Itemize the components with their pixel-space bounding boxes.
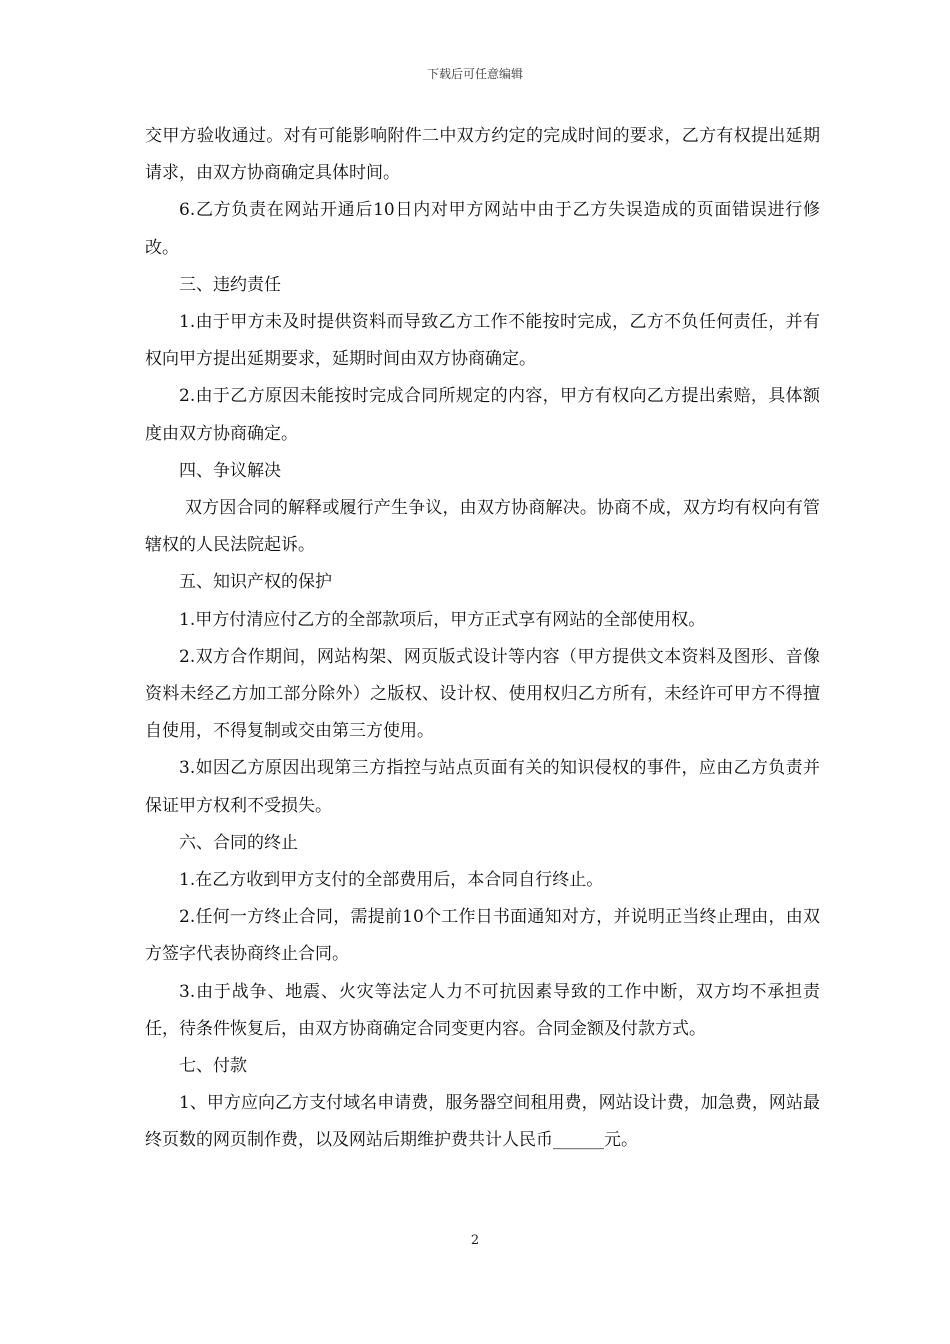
paragraph-ip-2: 2.双方合作期间，网站构架、网页版式设计等内容（甲方提供文本资料及图形、音像资料未经乙方加工部分除外）之版权、设计权、使用权归乙方所有，未经许可甲方不得擅自使用，不得复制或交由第三方使用。 — [145, 646, 820, 742]
paragraph-ip-1: 1.甲方付清应付乙方的全部款项后，甲方正式享有网站的全部使用权。 — [179, 609, 706, 630]
paragraph-payment-1: 1、甲方应向乙方支付域名申请费，服务器空间租用费，网站设计费，加急费，网站最终页数的网页制作费，以及网站后期维护费共计人民币______元。 — [145, 1093, 820, 1151]
section-heading-dispute: 四、争议解决 — [179, 460, 281, 481]
paragraph-termination-3: 3.由于战争、地震、火灾等法定人力不可抗因素导致的工作中断，双方均不承担责任，待条件恢复后，由双方协商确定合同变更内容。合同金额及付款方式。 — [145, 981, 820, 1039]
page-number: 2 — [470, 1233, 480, 1248]
paragraph-breach-1: 1.由于甲方未及时提供资料而导致乙方工作不能按时完成，乙方不负任何责任，并有权向甲方提出延期要求，延期时间由双方协商确定。 — [145, 312, 820, 370]
paragraph-clause-6: 6.乙方负责在网站开通后10日内对甲方网站中由于乙方失误造成的页面错误进行修改。 — [145, 200, 820, 258]
section-heading-ip: 五、知识产权的保护 — [179, 572, 332, 593]
paragraph-breach-2: 2.由于乙方原因未能按时完成合同所规定的内容，甲方有权向乙方提出索赔，具体额度由双方协商确定。 — [145, 386, 820, 444]
section-heading-breach: 三、违约责任 — [179, 274, 281, 295]
paragraph-dispute: 双方因合同的解释或履行产生争议，由双方协商解决。协商不成，双方均有权向有管辖权的人民法院起诉。 — [145, 498, 820, 556]
section-heading-termination: 六、合同的终止 — [179, 832, 298, 853]
paragraph-termination-2: 2.任何一方终止合同，需提前10个工作日书面通知对方，并说明正当终止理由，由双方签字代表协商终止合同。 — [145, 907, 820, 965]
header-note: 下载后可任意编辑 — [426, 67, 523, 81]
paragraph-ip-3: 3.如因乙方原因出现第三方指控与站点页面有关的知识侵权的事件，应由乙方负责并保证甲方权利不受损失。 — [145, 758, 820, 816]
paragraph-continuation: 交甲方验收通过。对有可能影响附件二中双方约定的完成时间的要求，乙方有权提出延期请求，由双方协商确定具体时间。 — [145, 126, 820, 184]
document-body — [145, 118, 820, 1160]
paragraph-termination-1: 1.在乙方收到甲方支付的全部费用后，本合同自行终止。 — [179, 870, 604, 891]
section-heading-payment: 七、付款 — [179, 1056, 247, 1077]
